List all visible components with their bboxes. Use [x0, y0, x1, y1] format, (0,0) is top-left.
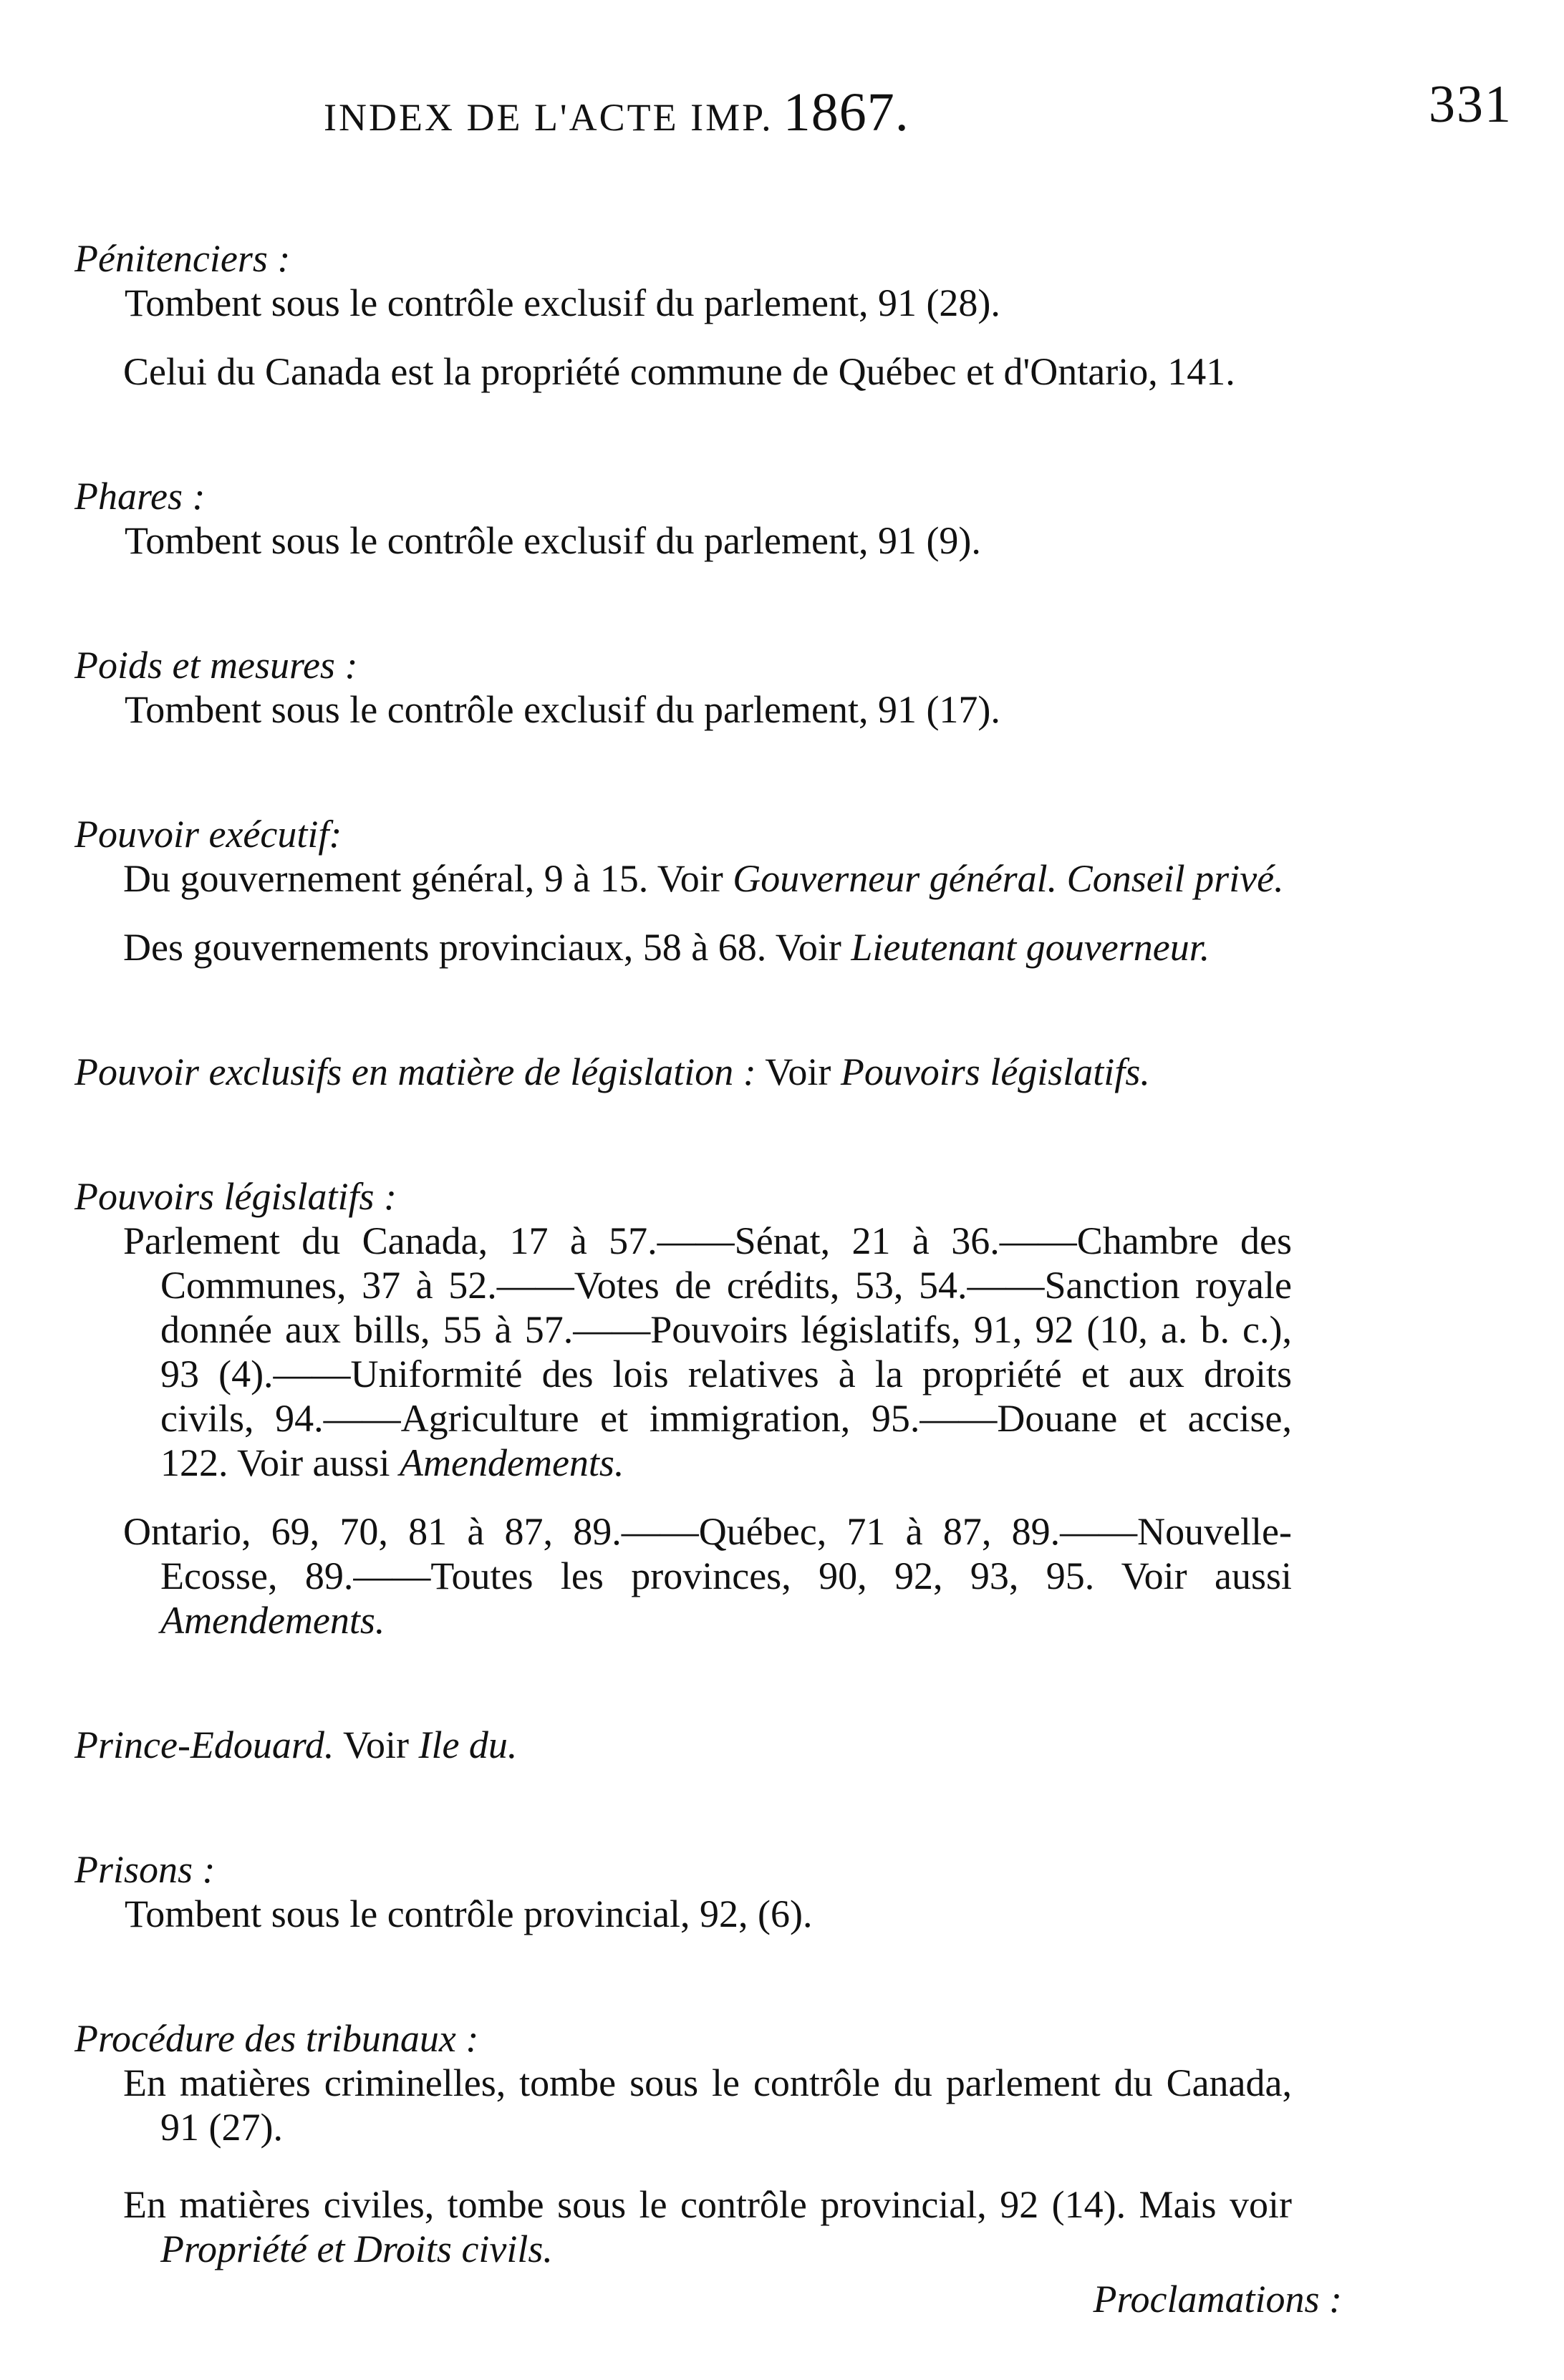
cross-reference: Gouverneur général. Conseil privé.	[733, 857, 1284, 900]
subentry-text: En matières civiles, tombe sous le contrôle provincial, 92 (14). Mais voir	[123, 2183, 1292, 2226]
subentry	[74, 2182, 1292, 2271]
subentry: En matières criminelles, tombe sous le contrôle du parlement du Canada, 91 (27).	[123, 2061, 1292, 2149]
subentry: Tombent sous le contrôle exclusif du parlement, 91 (28).	[125, 281, 1000, 324]
catchword: Proclamations :	[1093, 2278, 1342, 2321]
header-title	[324, 82, 909, 144]
subentry-text: Ontario, 69, 70, 81 à 87, 89.——Québec, 71 à 87, 89.——Nouvelle-Ecosse, 89.——Toutes les provinces, 90, 92, 93, 95. Voir aussi	[123, 1510, 1292, 1597]
header-title-text: INDEX DE L'ACTE IMP.	[324, 96, 773, 139]
cross-reference: Ile du.	[418, 1723, 518, 1766]
cross-reference: Amendements.	[400, 1441, 624, 1484]
index-entries	[74, 198, 1292, 2271]
index-entry-procedure	[74, 2016, 1292, 2271]
subentry	[74, 856, 1292, 901]
index-entry-penitenciers	[74, 236, 1292, 394]
index-entry-pouvoirs-legislatifs	[74, 1174, 1292, 1643]
subentry-text: Du gouvernement général, 9 à 15. Voir	[123, 857, 733, 900]
entry-heading: Procédure des tribunaux :	[74, 2017, 479, 2060]
subentry	[74, 1219, 1292, 1485]
entry-heading: Pouvoir exclusifs en matière de législation :	[74, 1050, 756, 1093]
subentry	[74, 1509, 1292, 1643]
subentry	[74, 925, 1292, 969]
index-entry-pouvoir-exclusifs	[74, 1050, 1292, 1094]
cross-reference: Lieutenant gouverneur.	[851, 926, 1210, 969]
index-entry-phares	[74, 474, 1292, 563]
subentry: Tombent sous le contrôle exclusif du parlement, 91 (9).	[125, 519, 981, 562]
entry-heading: Prisons :	[74, 1848, 216, 1891]
page-number: 331	[1429, 75, 1512, 134]
index-entry-prince-edouard	[74, 1723, 1292, 1767]
cross-reference: Pouvoirs législatifs.	[840, 1050, 1150, 1093]
cross-reference: Amendements.	[160, 1599, 385, 1642]
entry-heading: Poids et mesures :	[74, 644, 358, 687]
subentry: Tombent sous le contrôle provincial, 92, (6).	[125, 1892, 813, 1935]
index-entry-pouvoir-executif	[74, 812, 1292, 969]
entry-heading-line	[74, 1050, 1292, 1094]
entry-heading-line	[74, 1723, 1292, 1767]
subentry: Celui du Canada est la propriété commune de Québec et d'Ontario, 141.	[123, 350, 1235, 393]
subentry: Tombent sous le contrôle exclusif du parlement, 91 (17).	[125, 688, 1000, 731]
entry-heading: Pénitenciers :	[74, 237, 291, 280]
running-header	[0, 69, 1564, 147]
entry-heading: Prince-Edouard.	[74, 1723, 334, 1766]
subentry-text: Voir	[756, 1050, 841, 1093]
subentry-text: Des gouvernements provinciaux, 58 à 68. Voir	[123, 926, 851, 969]
index-entry-poids-et-mesures	[74, 643, 1292, 732]
index-entry-prisons	[74, 1847, 1292, 1936]
entry-heading: Phares :	[74, 475, 206, 518]
header-year: 1867.	[783, 82, 909, 142]
entry-heading: Pouvoir exécutif:	[74, 813, 342, 856]
subentry-text: Voir	[334, 1723, 419, 1766]
subentry-text: Parlement du Canada, 17 à 57.——Sénat, 21 à 36.——Chambre des Communes, 37 à 52.——Votes de crédits, 53, 54.——Sanction royale donnée aux bills, 55 à 57.——Pouvoirs législatifs, 91, 92 (10, a. b. c.), 93 (4).——Uniformité des lois relatives à la propriété et aux droits civils, 94.——Agriculture et immigration, 95.——Douane et accise, 122. Voir aussi	[123, 1219, 1292, 1484]
cross-reference: Propriété et Droits civils.	[160, 2227, 553, 2270]
entry-heading: Pouvoirs législatifs :	[74, 1175, 397, 1218]
